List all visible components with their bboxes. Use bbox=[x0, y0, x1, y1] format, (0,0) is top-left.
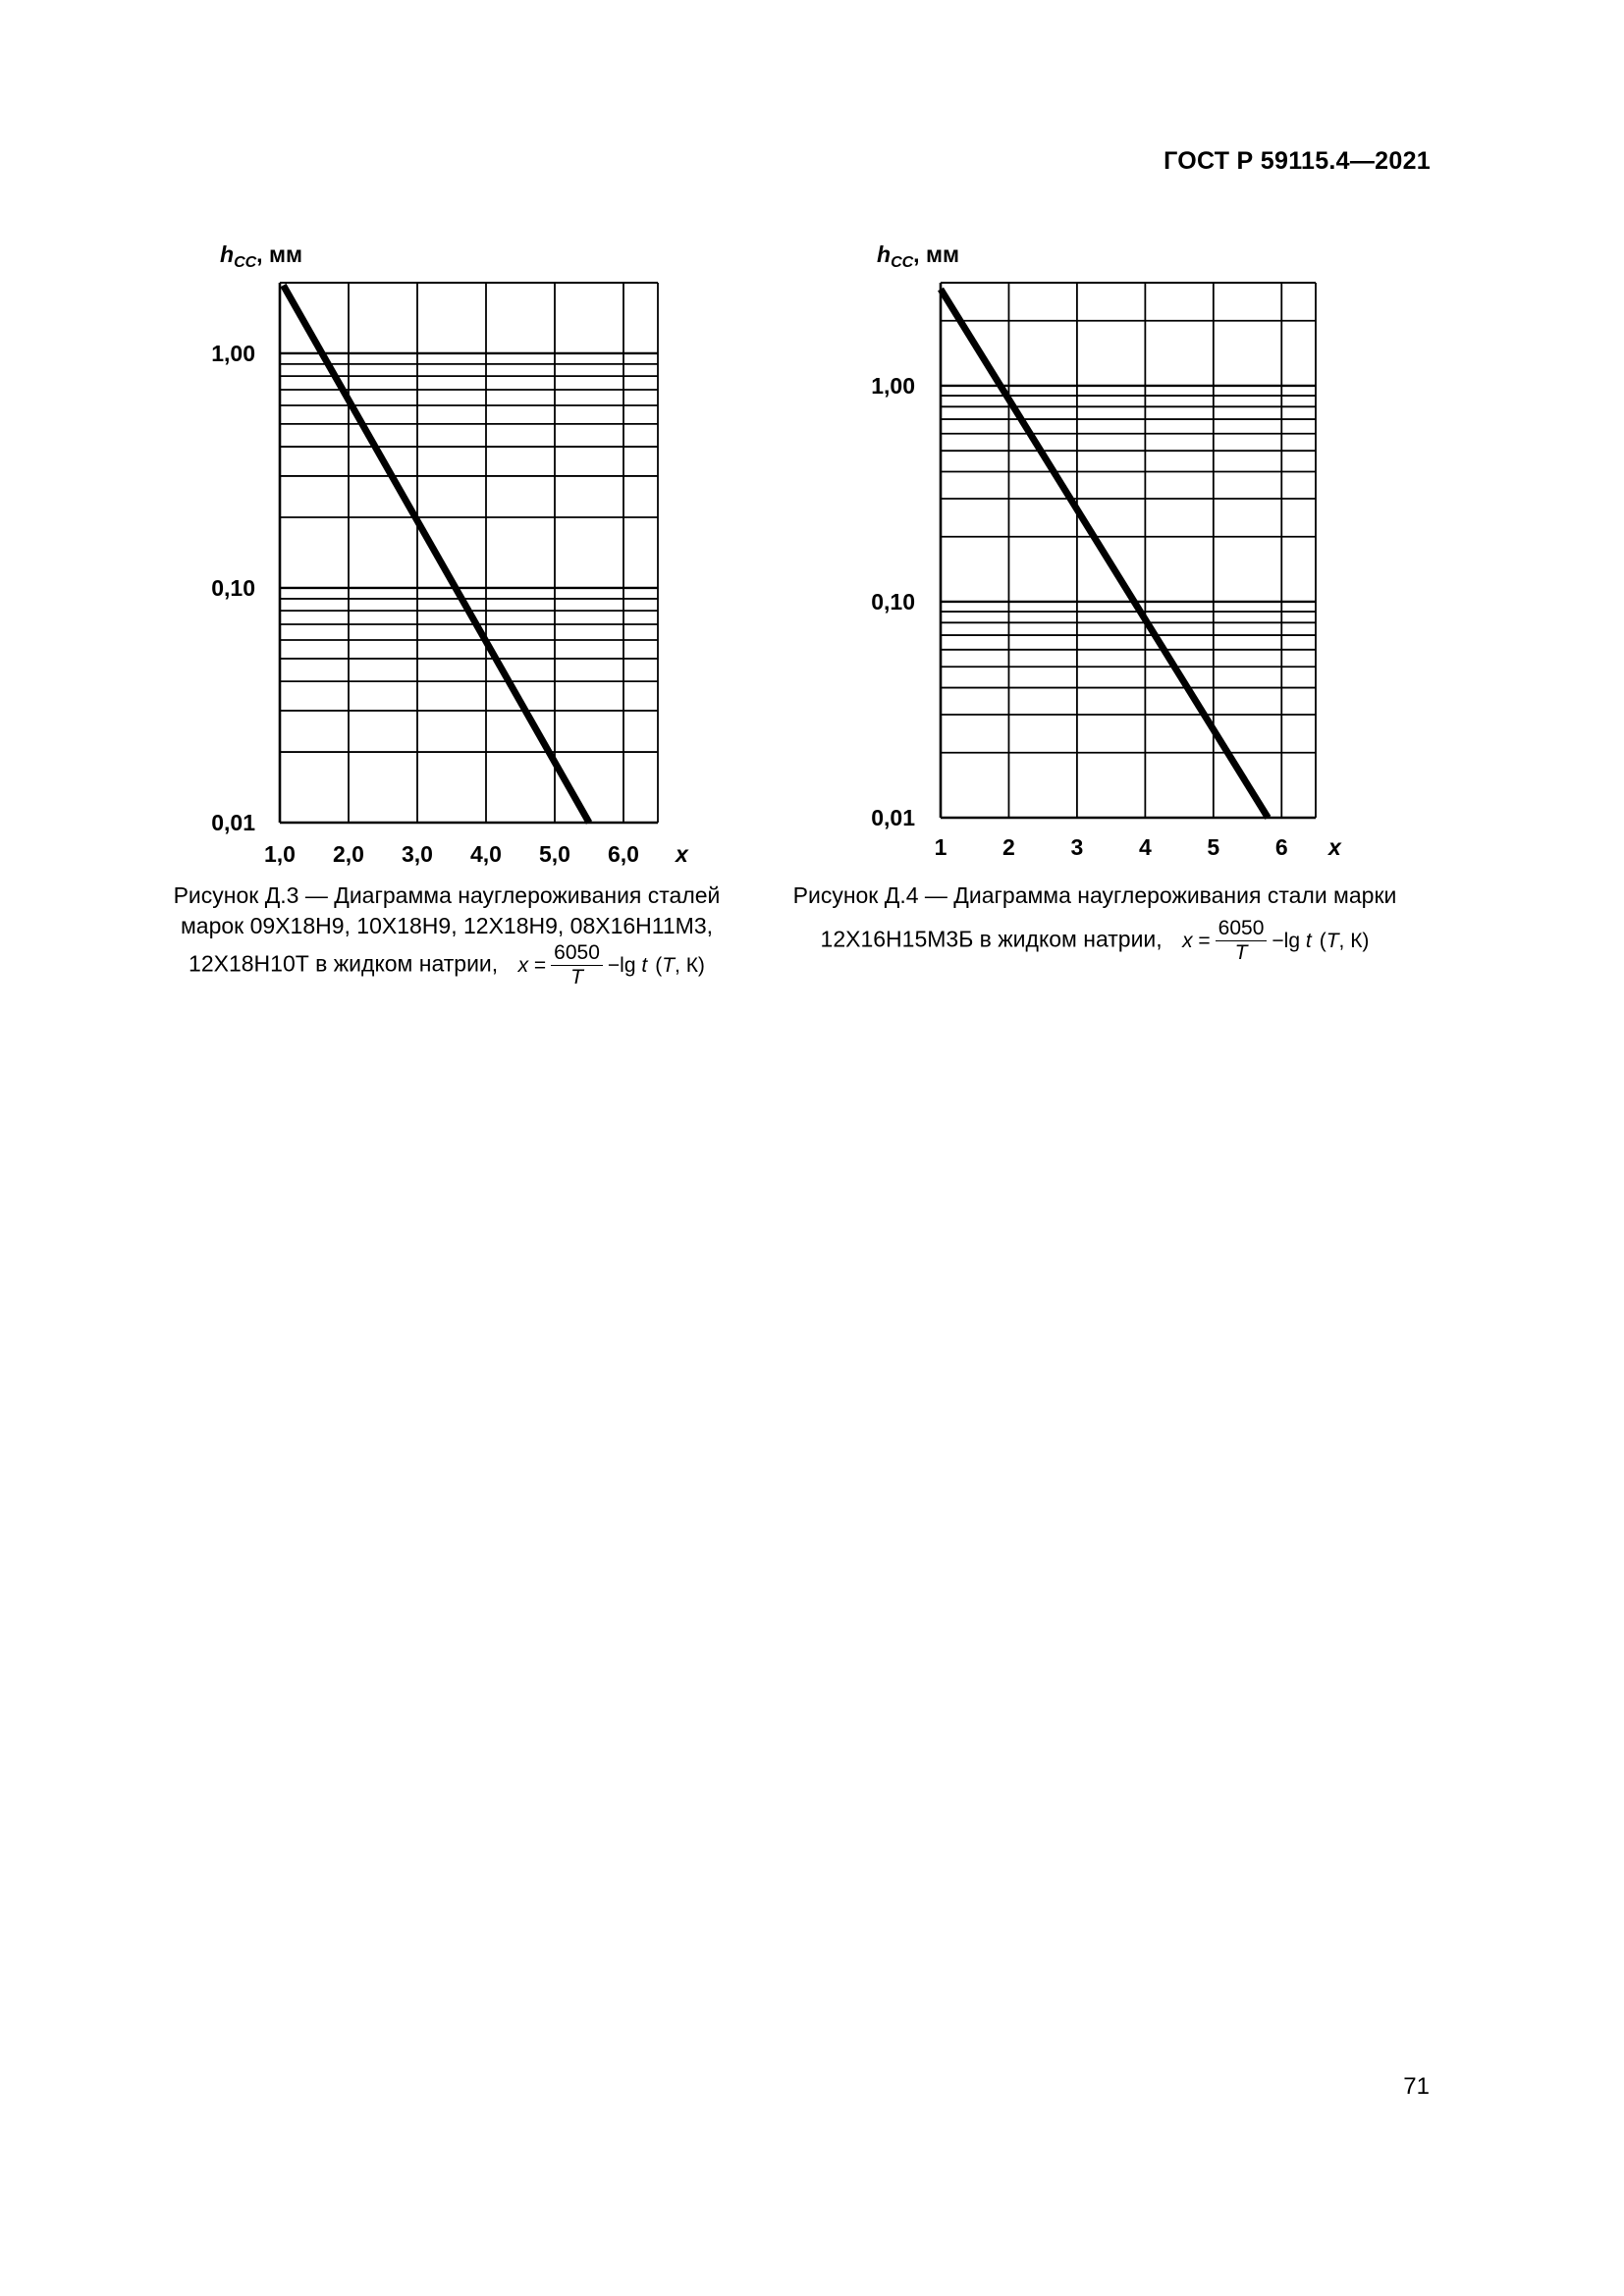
x-tick-label: 1 bbox=[934, 834, 947, 860]
caption-line: Рисунок Д.3 — Диаграмма науглероживания сталей bbox=[173, 882, 721, 908]
caption-line-text: 12Х16Н15М3Б в жидком натрии, bbox=[820, 926, 1163, 952]
y-tick-label: 1,00 bbox=[211, 340, 255, 366]
x-tick-label: 4 bbox=[1138, 834, 1152, 860]
y-axis-title: $h_{CC}$, мм bbox=[220, 241, 302, 271]
x-tick-label: 6 bbox=[1274, 834, 1288, 860]
x-axis-label: x bbox=[676, 841, 688, 867]
x-tick-label: 2,0 bbox=[333, 841, 364, 867]
x-tick-label: 3,0 bbox=[402, 841, 433, 867]
caption-line-text: 12Х18Н10Т в жидком натрии, bbox=[189, 950, 499, 977]
y-axis-title: $h_{CC}$, мм bbox=[877, 241, 959, 271]
caption-line: марок 09Х18Н9, 10Х18Н9, 12Х18Н9, 08Х16Н11М3, bbox=[180, 913, 714, 938]
x-axis-label: x bbox=[1328, 834, 1341, 860]
carburization-formula: x = $\frac{6050}{T}$ − lg t ( T , К) bbox=[517, 941, 705, 988]
x-tick-label: 6,0 bbox=[608, 841, 639, 867]
caption-line: Рисунок Д.4 — Диаграмма науглероживания стали марки bbox=[792, 882, 1397, 908]
figure-caption-d4 bbox=[776, 881, 1414, 965]
x-tick-label: 3 bbox=[1070, 834, 1084, 860]
document-code-header: ГОСТ Р 59115.4—2021 bbox=[1164, 147, 1431, 175]
x-tick-label: 4,0 bbox=[470, 841, 502, 867]
y-tick-label: 1,00 bbox=[871, 372, 915, 399]
figure-caption-d3 bbox=[142, 881, 751, 989]
y-tick-label: 0,01 bbox=[871, 805, 915, 830]
x-tick-label: 5,0 bbox=[539, 841, 570, 867]
x-tick-label: 2 bbox=[1002, 834, 1015, 860]
x-tick-label: 1,0 bbox=[264, 841, 296, 867]
y-tick-label: 0,10 bbox=[871, 588, 915, 614]
y-tick-label: 0,10 bbox=[211, 574, 255, 601]
caption-line bbox=[776, 917, 1414, 965]
caption-line bbox=[142, 941, 751, 989]
y-tick-label: 0,01 bbox=[211, 810, 255, 835]
carburization-line bbox=[284, 286, 590, 823]
x-tick-label: 5 bbox=[1207, 834, 1220, 860]
carburization-formula: x = $\frac{6050}{T}$ − lg t ( T , К) bbox=[1182, 917, 1370, 964]
page-number: 71 bbox=[1403, 2073, 1430, 2100]
